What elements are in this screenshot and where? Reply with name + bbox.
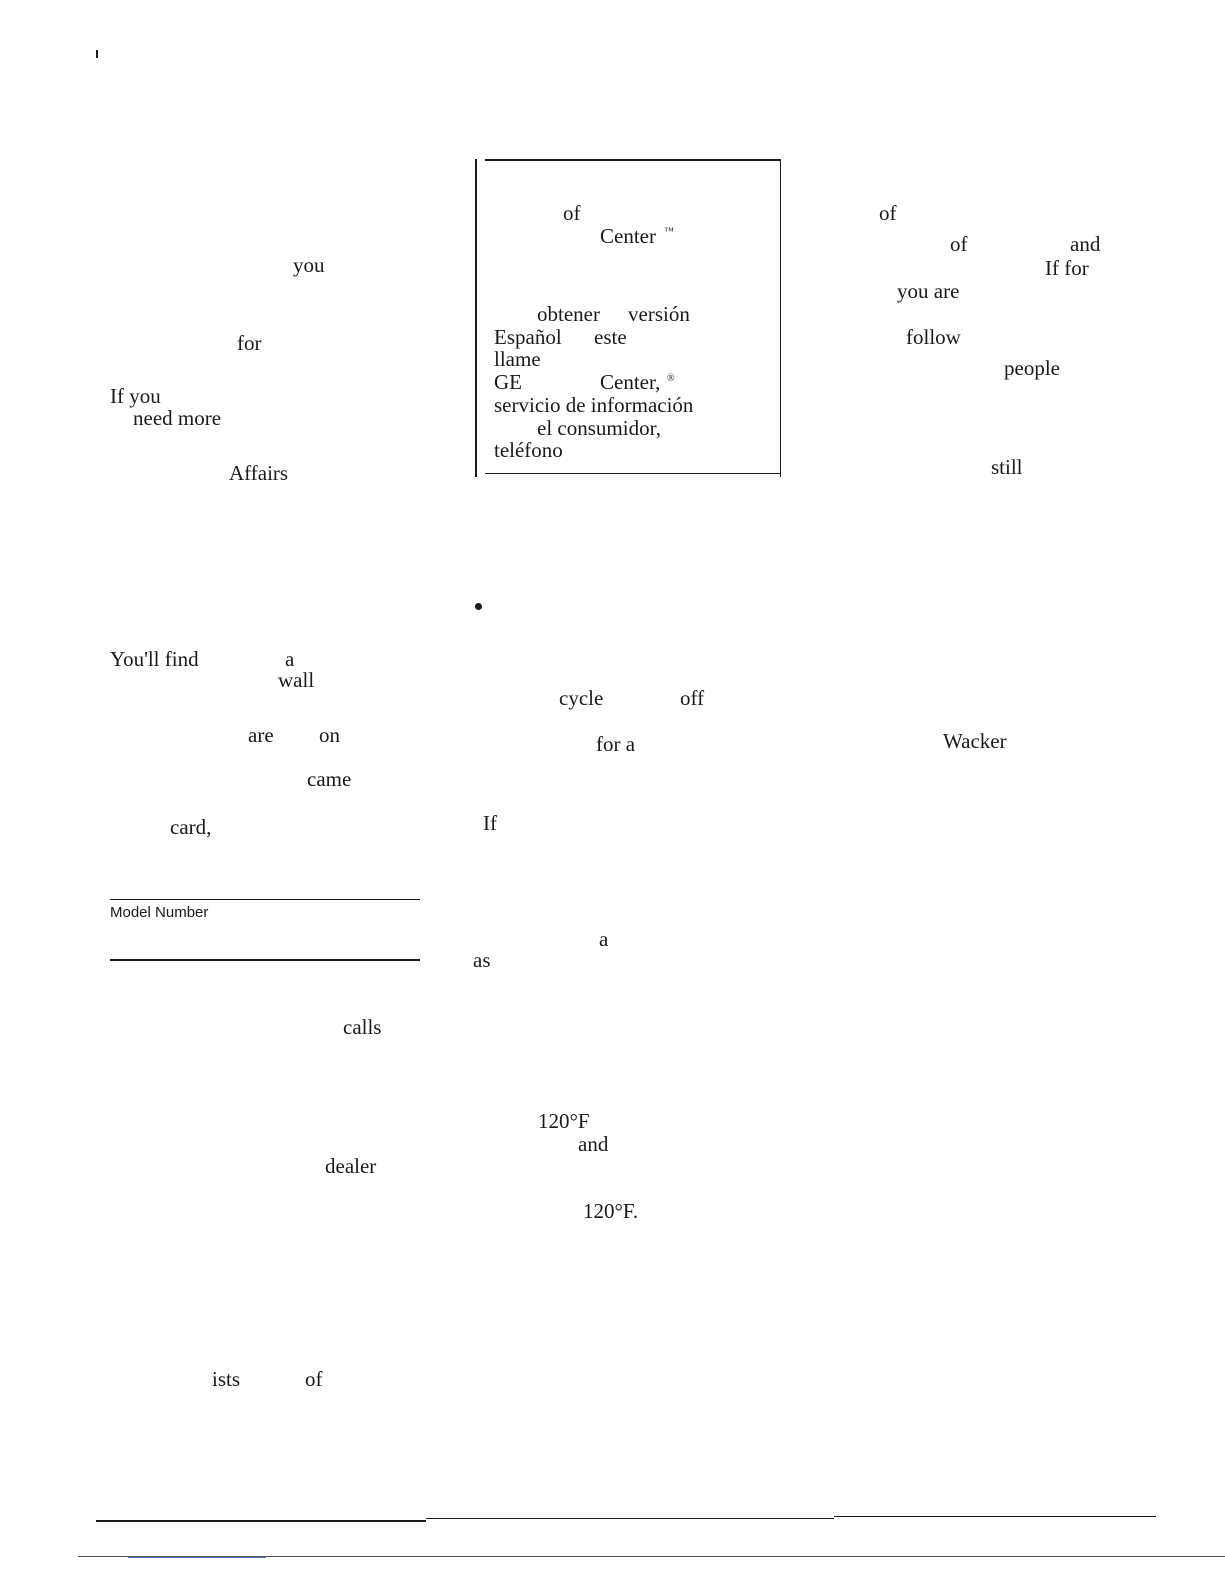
model-number-rule [110, 899, 420, 900]
box-word: obtener [537, 302, 600, 326]
page-bottom-accent [128, 1557, 266, 1558]
center-word: and [578, 1132, 609, 1156]
serial-number-rule [110, 959, 420, 961]
box-word: of [563, 201, 581, 225]
box-word: este [594, 325, 627, 349]
left-word: on [319, 723, 340, 747]
left-word: You'll find [110, 647, 199, 671]
box-word: llame [494, 347, 541, 371]
right-word: and [1070, 232, 1101, 256]
model-number-label: Model Number [110, 904, 209, 921]
right-word: you are [897, 279, 960, 303]
page-mark [96, 50, 98, 58]
bullet-point [475, 603, 482, 610]
center-word: as [473, 948, 491, 972]
right-word: If for [1045, 256, 1089, 280]
box-word: servicio de información [494, 393, 694, 417]
box-word: Center [600, 224, 656, 248]
right-word: Wacker [943, 729, 1007, 753]
center-word: If [483, 811, 497, 835]
right-word: still [991, 455, 1023, 479]
left-word: came [307, 767, 352, 791]
box-word: Center, [600, 370, 661, 394]
left-word: wall [278, 668, 315, 692]
left-word: card, [170, 815, 212, 839]
box-word: versión [628, 302, 690, 326]
center-word: cycle [559, 686, 604, 710]
footer-rule-left [96, 1520, 426, 1522]
right-word: people [1004, 356, 1060, 380]
registered-mark: ® [667, 373, 675, 384]
center-word: 120°F [538, 1109, 590, 1133]
center-word: for a [596, 732, 636, 756]
center-word: off [680, 686, 705, 710]
left-word: you [293, 253, 325, 277]
left-word: need more [133, 406, 222, 430]
box-word: GE [494, 370, 522, 394]
box-word: el consumidor, [537, 416, 661, 440]
left-word: a [285, 647, 295, 671]
box-word: Español [494, 325, 562, 349]
box-word: teléfono [494, 438, 563, 462]
footer-rule-right [834, 1516, 1156, 1517]
left-word: ists [212, 1367, 241, 1391]
left-word: of [305, 1367, 323, 1391]
left-word: dealer [325, 1154, 377, 1178]
box-top-rule [485, 159, 780, 161]
right-word: of [879, 201, 897, 225]
left-word: are [248, 723, 274, 747]
box-bottom-rule [485, 473, 780, 474]
right-word: of [950, 232, 968, 256]
left-word: calls [343, 1015, 382, 1039]
right-word: follow [906, 325, 961, 349]
left-word: Affairs [229, 461, 289, 485]
left-word: for [237, 331, 262, 355]
center-word: 120°F. [583, 1199, 639, 1223]
center-word: a [599, 927, 609, 951]
footer-rule-middle [426, 1518, 834, 1519]
trademark-mark: ™ [664, 226, 674, 237]
left-word: If you [110, 384, 161, 408]
